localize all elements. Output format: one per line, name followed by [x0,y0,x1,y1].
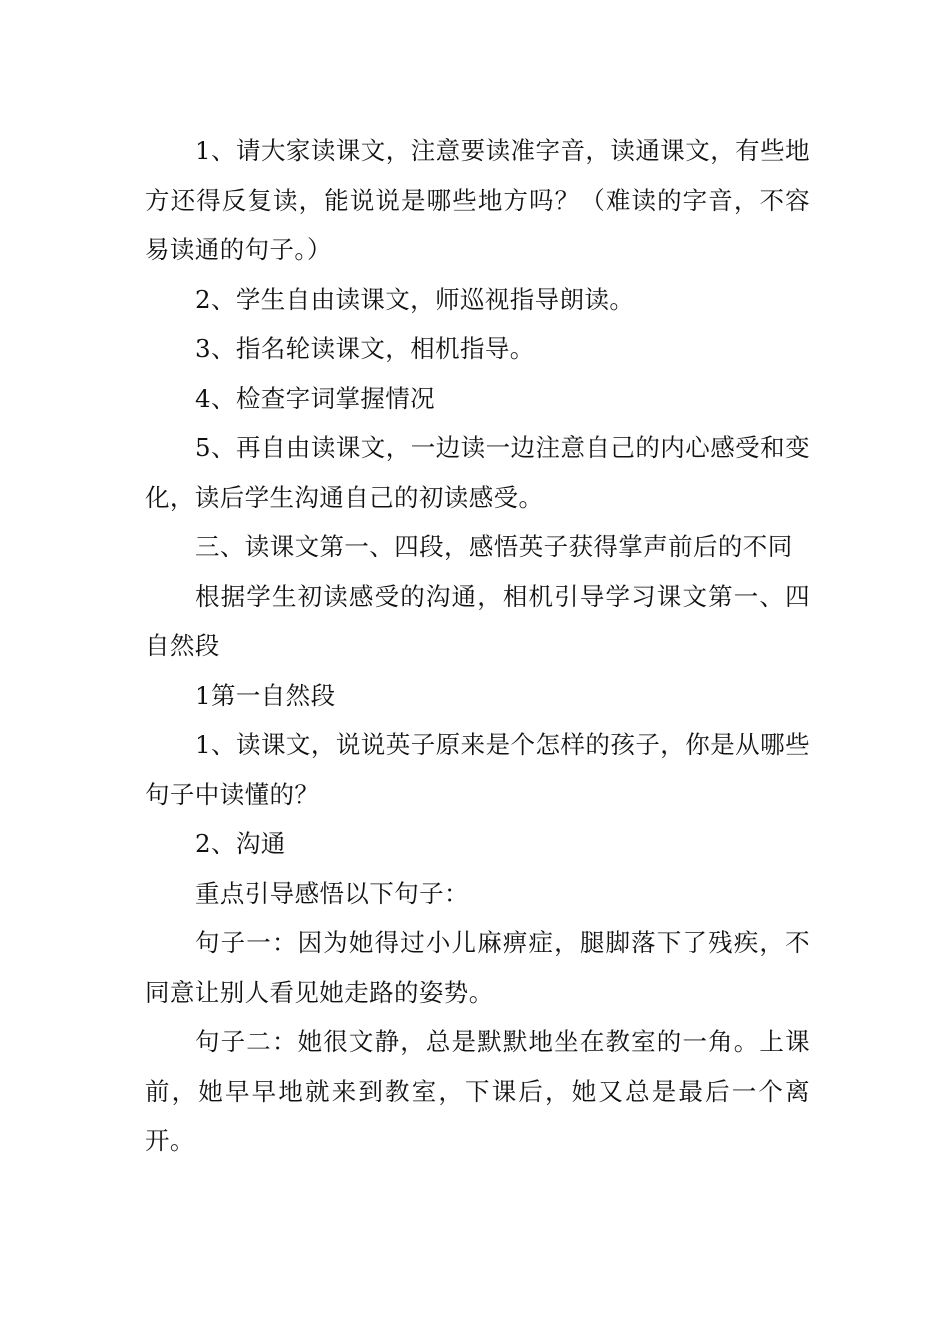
paragraph-7: 根据学生初读感受的沟通，相机引导学习课文第一、四自然段 [145,581,810,660]
paragraph-1: 1、请大家读课文，注意要读准字音，读通课文，有些地方还得反复读，能说说是哪些地方吗？（难读的字音，不容易读通的句子。） [145,136,810,264]
paragraph-4: 4、检查字词掌握情况 [195,383,436,413]
paragraph-10: 2、沟通 [195,829,286,858]
document-body [145,126,810,1166]
paragraph-5: 5、再自由读课文，一边读一边注意自己的内心感受和变化，读后学生沟通自己的初读感受。 [145,433,810,512]
paragraph-13: 句子二：她很文静，总是默默地坐在教室的一角。上课前，她早早地就来到教室，下课后，她又总是最后一个离开。 [145,1027,810,1155]
section-heading-3: 三、读课文第一、四段，感悟英子获得掌声前后的不同 [195,532,793,561]
paragraph-9: 1、读课文，说说英子原来是个怎样的孩子，你是从哪些句子中读懂的？ [145,730,810,809]
paragraph-2: 2、学生自由读课文，师巡视指导朗读。 [195,284,635,314]
subsection-heading-1: 1第一自然段 [195,680,336,710]
paragraph-11: 重点引导感悟以下句子： [195,878,469,908]
paragraph-3: 3、指名轮读课文，相机指导。 [195,334,535,363]
paragraph-12: 句子一：因为她得过小儿麻痹症，腿脚落下了残疾，不同意让别人看见她走路的姿势。 [145,928,810,1007]
